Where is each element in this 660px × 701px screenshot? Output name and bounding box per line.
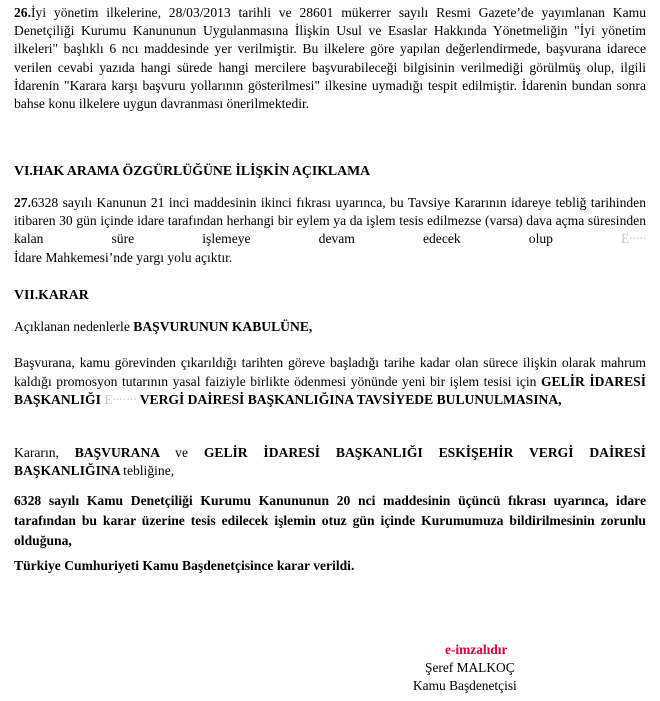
section-heading-7: VII.KARAR [14, 287, 89, 302]
section-heading-6: VI.HAK ARAMA ÖZGÜRLÜĞÜNE İLİŞKİN AÇIKLAMA [14, 163, 371, 178]
paragraph-number: 26. [14, 5, 31, 20]
decision-law-clause: 6328 sayılı Kamu Denetçiliği Kurumu Kanununun 20 nci maddesinin üçüncü fıkrası uyarınca, idare tarafından bu karar üzerine tesis edilecek işlemin otuz gün içinde Kurumumuza bildirilmesinin zorunlu olduğuna, [14, 493, 646, 548]
decision-recommendation: Başvurana, kamu görevinden çıkarıldığı tarihten göreve başladığı tarihe kadar olan sürece ilişkin olarak mahrum kaldığı promosyon tutarının yasal faiziyle birlikte ödenmesi yönünde yeni bir işlem tesisi için GELİR İDARESİ BAŞKANLIĞI E······· VERGİ DAİRESİ BAŞKANLIĞINA TAVSİYEDE BULUNULMASINA, [14, 355, 646, 407]
paragraph-27-tail: İdare Mahkemesi’nde yargı yolu açıktır. [14, 250, 233, 265]
signer-name: Şeref MALKOÇ [425, 660, 515, 675]
redacted-text: E····· [621, 231, 646, 247]
paragraph-text: 6328 sayılı Kanunun 21 inci maddesinin ikinci fıkrası uyarınca, bu Tavsiye Kararının idareye tebliğ tarihinden itibaren 30 gün içinde idare tarafından herhangi bir eylem ya da işlem tesis edilmezse (varsa) dava açma süresinden kalan süre işlemeye devam edecek olup [14, 195, 646, 247]
paragraph-26 [14, 4, 646, 113]
decision-intro: Açıklanan nedenlerle BAŞVURUNUN KABULÜNE, [14, 319, 313, 334]
paragraph-text: İyi yönetim ilkelerine, 28/03/2013 tarihli ve 28601 mükerrer sayılı Resmi Gazete’de yayımlanan Kamu Denetçiliği Kurumu Kanununun Uygulanmasına İlişkin Usul ve Esaslar Hakkında Yönetmeliğin "İyi yönetim ilkeleri" başlıklı 6 ncı maddesinde yer verilmiştir. Bu ilkelere göre yapılan değerlendirmede, başvurana idarece verilen cevabi yazıda hangi sürede hangi mercilere başvurabileceği bilgisinin verilmediği görülmüş olup, ilgili İdarenin "Karara karşı başvuru yollarının gösterilmesi" ilkesine uymadığı tespit edilmiştir. İdarenin bundan sonra bahse konu ilkelere uygun davranması önerilmektedir. [14, 5, 646, 112]
paragraph-27 [14, 194, 646, 247]
e-signature-stamp: e-imzalıdır [445, 642, 508, 657]
paragraph-number: 27. [14, 195, 31, 210]
decision-notification: Kararın, BAŞVURANA ve GELİR İDARESİ BAŞKANLIĞI ESKİŞEHİR VERGİ DAİRESİ BAŞKANLIĞINA tebliğine, [14, 445, 646, 479]
signer-title: Kamu Başdenetçisi [413, 678, 517, 693]
redacted-text: E······· [104, 392, 137, 407]
decision-final: Türkiye Cumhuriyeti Kamu Başdenetçisince karar verildi. [14, 558, 355, 573]
